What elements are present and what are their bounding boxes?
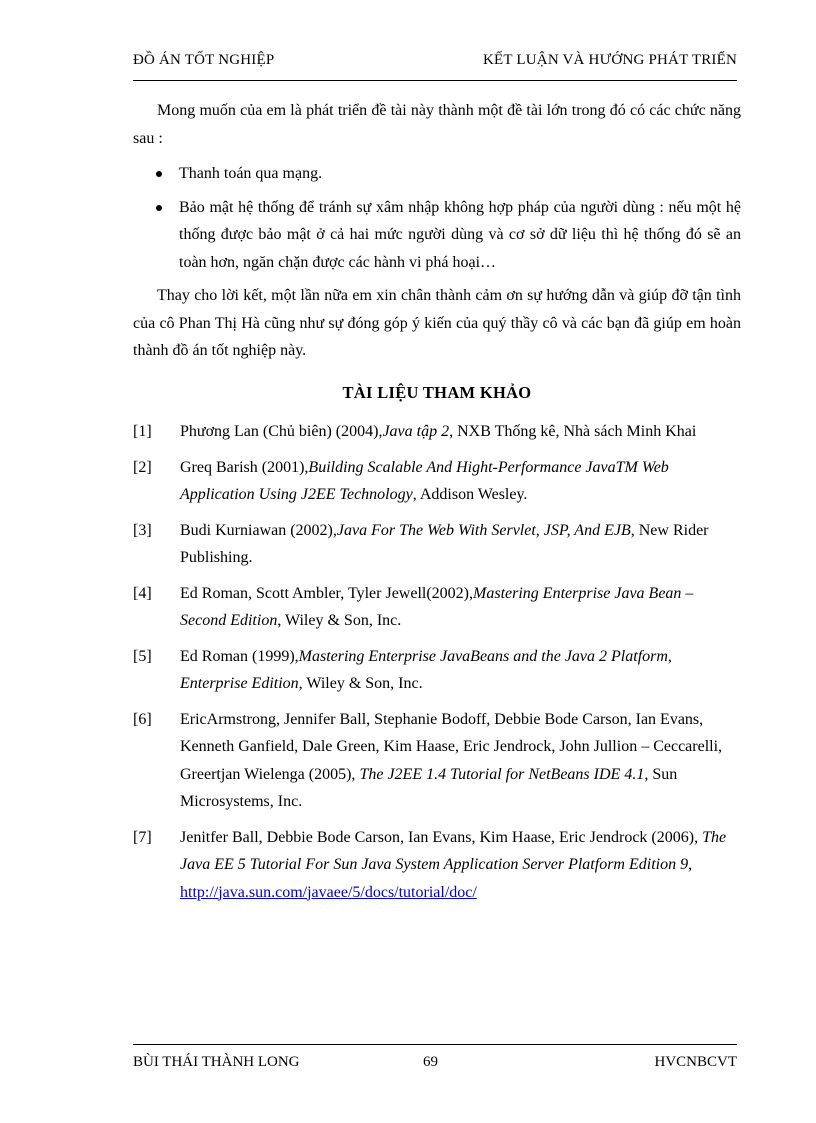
reference-item: [133, 824, 741, 907]
reference-book-title: Java For The Web With Servlet, JSP, And EJB: [336, 521, 631, 539]
page-footer: [133, 1054, 737, 1071]
reference-authors: EricArmstrong, Jennifer Ball, Stephanie Bodoff, Debbie Bode Carson, Ian Evans, Kenneth Ganfield, Dale Green, Kim Haase, Eric Jendrock, John Jullion – Ceccarelli, Greertjan Wielenga (2005),: [180, 710, 723, 783]
reference-publisher: , Addison Wesley.: [412, 486, 528, 503]
reference-text: [180, 580, 741, 635]
reference-text: [180, 706, 741, 816]
feature-list: [133, 160, 741, 276]
reference-authors: Ed Roman (1999),: [180, 647, 299, 665]
reference-authors: Budi Kurniawan (2002),: [180, 521, 337, 539]
reference-item: [133, 580, 741, 635]
closing-paragraph: Thay cho lời kết, một lần nữa em xin chân thành cảm ơn sự hướng dẫn và giúp đỡ tận tình của cô Phan Thị Hà cũng như sự đóng góp ý kiến của quý thầy cô và các bạn đã giúp em hoàn thành đồ án tốt nghiệp này.: [133, 287, 741, 359]
reference-text: [180, 418, 741, 446]
header-left-title: ĐỒ ÁN TỐT NGHIỆP: [133, 52, 275, 68]
reference-book-title: Mastering Enterprise JavaBeans and the Java 2 Platform, Enterprise Edition,: [180, 647, 672, 692]
reference-publisher: , Wiley & Son, Inc.: [277, 612, 402, 629]
reference-number: [5]: [133, 647, 152, 665]
reference-number: [1]: [133, 423, 152, 440]
reference-book-title: The Java EE 5 Tutorial For Sun Java System Application Server Platform Edition 9,: [180, 828, 727, 873]
reference-item: [133, 418, 741, 446]
reference-item: [133, 454, 741, 509]
reference-authors: Phương Lan (Chủ biên) (2004),: [180, 423, 383, 440]
bullet-icon: [156, 171, 162, 177]
reference-authors: Jenitfer Ball, Debbie Bode Carson, Ian Evans, Kim Haase, Eric Jendrock (2006),: [180, 828, 699, 846]
list-item-text: Bảo mật hệ thống để tránh sự xâm nhập không hợp pháp của người dùng : nếu một hệ thống được bảo mật ở cả hai mức người dùng và cơ sở dữ liệu thì hệ thống đó sẽ an toàn hơn, ngăn chặn được các hành vi phá hoại…: [179, 198, 741, 271]
reference-publisher: Sun Microsystems, Inc.: [180, 765, 678, 810]
footer-divider: [133, 1044, 737, 1045]
header-divider: [133, 80, 737, 81]
reference-book-title: The J2EE 1.4 Tutorial for NetBeans IDE 4.1,: [355, 765, 649, 783]
reference-publisher: Wiley & Son, Inc.: [302, 675, 423, 692]
reference-item: [133, 643, 741, 698]
reference-number: [6]: [133, 710, 152, 728]
reference-number: [2]: [133, 458, 152, 476]
list-item-text: Thanh toán qua mạng.: [179, 165, 323, 182]
header-right-title: KẾT LUẬN VÀ HƯỚNG PHÁT TRIỂN: [482, 52, 737, 68]
page-header: [133, 52, 737, 69]
page-number: 69: [423, 1054, 438, 1070]
reference-book-title: Building Scalable And Hight-Performance JavaTM Web Application Using J2EE Technology: [180, 458, 669, 503]
reference-text: [180, 517, 741, 572]
reference-text: [180, 454, 741, 509]
page-body: [133, 97, 741, 914]
references-heading: TÀI LIỆU THAM KHẢO: [342, 382, 532, 402]
reference-book-title: Mastering Enterprise Java Bean – Second Edition: [180, 584, 694, 629]
reference-item: [133, 517, 741, 572]
footer-author: BÙI THÁI THÀNH LONG: [133, 1054, 300, 1070]
reference-list: [133, 418, 741, 906]
bullet-icon: [156, 205, 162, 211]
reference-book-title: Java tập 2,: [382, 423, 454, 440]
reference-link[interactable]: http://java.sun.com/javaee/5/docs/tutorial/doc/: [180, 883, 477, 901]
footer-institution: HVCNBCVT: [654, 1054, 737, 1070]
reference-publisher: NXB Thống kê, Nhà sách Minh Khai: [453, 423, 697, 440]
reference-text: [180, 643, 741, 698]
reference-number: [3]: [133, 521, 152, 539]
list-item: [133, 194, 741, 277]
list-item: [133, 160, 741, 188]
reference-text: [180, 824, 741, 907]
reference-publisher: , New Rider Publishing.: [180, 521, 709, 566]
reference-item: [133, 706, 741, 816]
reference-authors: Ed Roman, Scott Ambler, Tyler Jewell(2002),: [180, 584, 474, 602]
reference-number: [7]: [133, 828, 152, 846]
reference-number: [4]: [133, 584, 152, 602]
intro-paragraph: Mong muốn của em là phát triển đề tài này thành một đề tài lớn trong đó có các chức năng sau :: [133, 102, 741, 147]
reference-authors: Greq Barish (2001),: [180, 458, 309, 476]
